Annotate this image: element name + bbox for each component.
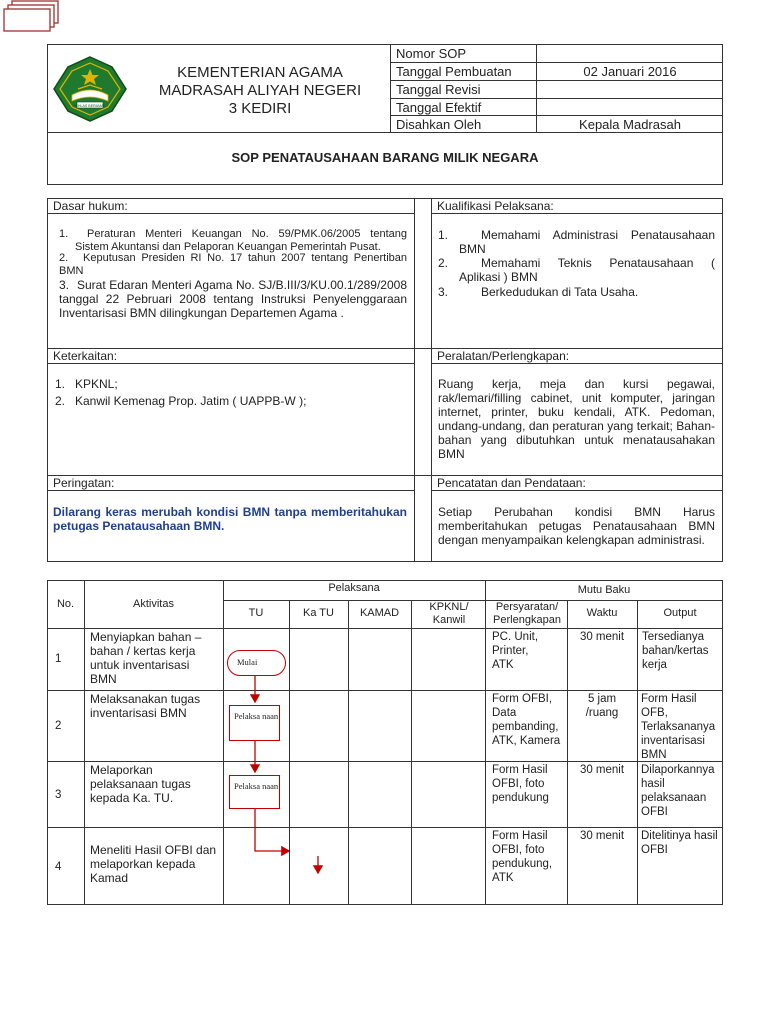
peralatan-text: Ruang kerja, meja dan kursi pegawai, rak/lemari/filling cabinet, unit komputer, jaringan internet, printer, buku kendali, ATK. Pedoman, undang-undang, dan peraturan yang terkait; Bahan-bahan yang dibutuhkan untuk menatausahakan BMN (438, 377, 715, 461)
col-header-aktivitas: Aktivitas (133, 598, 174, 610)
col-header-kpknl: KPKNL/ Kanwil (429, 601, 469, 626)
row-2-output: Form Hasil OFB, Terlaksananya inventarisasi BMN (641, 693, 716, 761)
kualifikasi-item-3: Berkedudukan di Tata Usaha. (481, 285, 639, 299)
meta-value-disahkan: Kepala Madrasah (579, 117, 681, 132)
row-1-waktu: 30 menit (579, 631, 625, 643)
keterkaitan-item-2: Kanwil Kemenag Prop. Jatim ( UAPPB-W ); (75, 394, 307, 408)
row-2-aktivitas: Melaksanakan tugas inventarisasi BMN (90, 692, 201, 720)
row-2-waktu: 5 jam /ruang (585, 693, 619, 719)
dasar-hukum-num-3: 3. (59, 278, 70, 292)
dasar-hukum-num-2: 2. (59, 252, 69, 264)
peringatan-text: Dilarang keras merubah kondisi BMN tanpa memberitahukan petugas Penatausahaan BMN. (53, 505, 407, 533)
dasar-hukum-item-3: Surat Edaran Menteri Agama No. SJ/B.III/3/KU.00.1/289/2008 tanggal 22 Pebruari 2008 tentang Instruksi Penyelenggaraan Inventarisasi BMN dilingkungan Departemen Agama . (59, 278, 407, 320)
keterkaitan-num-1: 1. (55, 377, 66, 391)
meta-label-efektif: Tanggal Efektif (396, 100, 482, 115)
org-name-line3: 3 KEDIRI (228, 100, 292, 117)
row-1-no: 1 (55, 653, 62, 665)
col-header-tu: TU (248, 607, 264, 619)
row-4-aktivitas: Meneliti Hasil OFBI dan melaporkan kepada Kamad (90, 843, 217, 885)
row-4-output: Ditelitinya hasil OFBI (641, 830, 718, 856)
dasar-hukum-item-2: Keputusan Presiden RI No. 17 tahun 2007 tentang Penertiban BMN (59, 252, 407, 277)
pencatatan-text: Setiap Perubahan kondisi BMN Harus memberitahukan petugas Penatausahaan BMN dengan menyampaikan kelengkapan administrasi. (438, 505, 715, 547)
kualifikasi-title: Kualifikasi Pelaksana: (437, 199, 554, 213)
col-header-waktu: Waktu (586, 607, 618, 619)
row-1-aktivitas: Menyiapkan bahan – bahan / kertas kerja untuk inventarisasi BMN (90, 630, 202, 686)
row-3-syarat: Form Hasil OFBI, foto pendukung (492, 764, 549, 804)
peralatan-title: Peralatan/Perlengkapan: (437, 349, 570, 363)
flow-start-node: Mulai (227, 650, 286, 676)
org-name-line1: KEMENTERIAN AGAMA (177, 64, 343, 81)
row-3-aktivitas: Melaporkan pelaksanaan tugas kepada Ka. TU. (90, 763, 191, 805)
col-header-mutu-baku: Mutu Baku (577, 584, 631, 596)
kualifikasi-num-3: 3. (438, 285, 449, 299)
row-3-waktu: 30 menit (579, 764, 625, 776)
row-4-syarat: Form Hasil OFBI, foto pendukung, ATK (492, 830, 553, 884)
dasar-hukum-title: Dasar hukum: (53, 199, 128, 213)
row-3-output: Dilaporkannya hasil pelaksanaan OFBI (641, 764, 715, 818)
logo-motto: IKHLAS BERAMAL (74, 104, 106, 108)
keterkaitan-title: Keterkaitan: (53, 349, 118, 363)
col-header-ka-tu: Ka TU (303, 607, 334, 619)
meta-label-disahkan: Disahkan Oleh (396, 117, 482, 132)
org-name-line2: MADRASAH ALIYAH NEGERI (158, 82, 362, 99)
col-header-output: Output (663, 607, 697, 619)
col-header-persyaratan: Persyaratan/ Perlengkapan (493, 601, 561, 626)
kualifikasi-item-2: Memahami Teknis Penatausahaan ( Aplikasi ) BMN (459, 256, 715, 284)
dasar-hukum-item-1: Peraturan Menteri Keuangan No. 59/PMK.06/2005 tentang Sistem Akuntansi dan Pelaporan Keuangan Pemerintah Pusat. (75, 228, 407, 253)
dasar-hukum-num-1: 1. (59, 228, 69, 240)
kualifikasi-num-1: 1. (438, 228, 449, 242)
sop-title: SOP PENATAUSAHAAN BARANG MILIK NEGARA (231, 150, 539, 165)
col-header-no: No. (56, 598, 75, 610)
peringatan-title: Peringatan: (53, 476, 115, 490)
row-2-syarat: Form OFBI, Data pembanding, ATK, Kamera (492, 693, 561, 747)
row-4-no: 4 (55, 861, 62, 873)
pencatatan-title: Pencatatan dan Pendataan: (437, 476, 586, 490)
row-4-waktu: 30 menit (579, 830, 625, 842)
meta-value-pembuatan: 02 Januari 2016 (583, 64, 677, 79)
kualifikasi-item-1: Memahami Administrasi Penatausahaan BMN (459, 228, 715, 256)
row-3-no: 3 (55, 789, 62, 801)
meta-label-pembuatan: Tanggal Pembuatan (396, 64, 512, 79)
flow-process-node-1: Pelaksa naan (229, 705, 280, 741)
row-1-syarat: PC. Unit, Printer, ATK (492, 631, 539, 671)
meta-label-nomor: Nomor SOP (396, 46, 467, 61)
row-2-no: 2 (55, 720, 62, 732)
keterkaitan-item-1: KPKNL; (75, 377, 118, 391)
kualifikasi-num-2: 2. (438, 256, 449, 270)
col-header-kamad: KAMAD (359, 607, 400, 619)
flow-process-node-2: Pelaksa naan (229, 775, 280, 809)
col-header-pelaksana: Pelaksana (328, 582, 380, 594)
meta-label-revisi: Tanggal Revisi (396, 82, 481, 97)
keterkaitan-num-2: 2. (55, 394, 66, 408)
row-1-output: Tersedianya bahan/kertas kerja (642, 631, 709, 671)
